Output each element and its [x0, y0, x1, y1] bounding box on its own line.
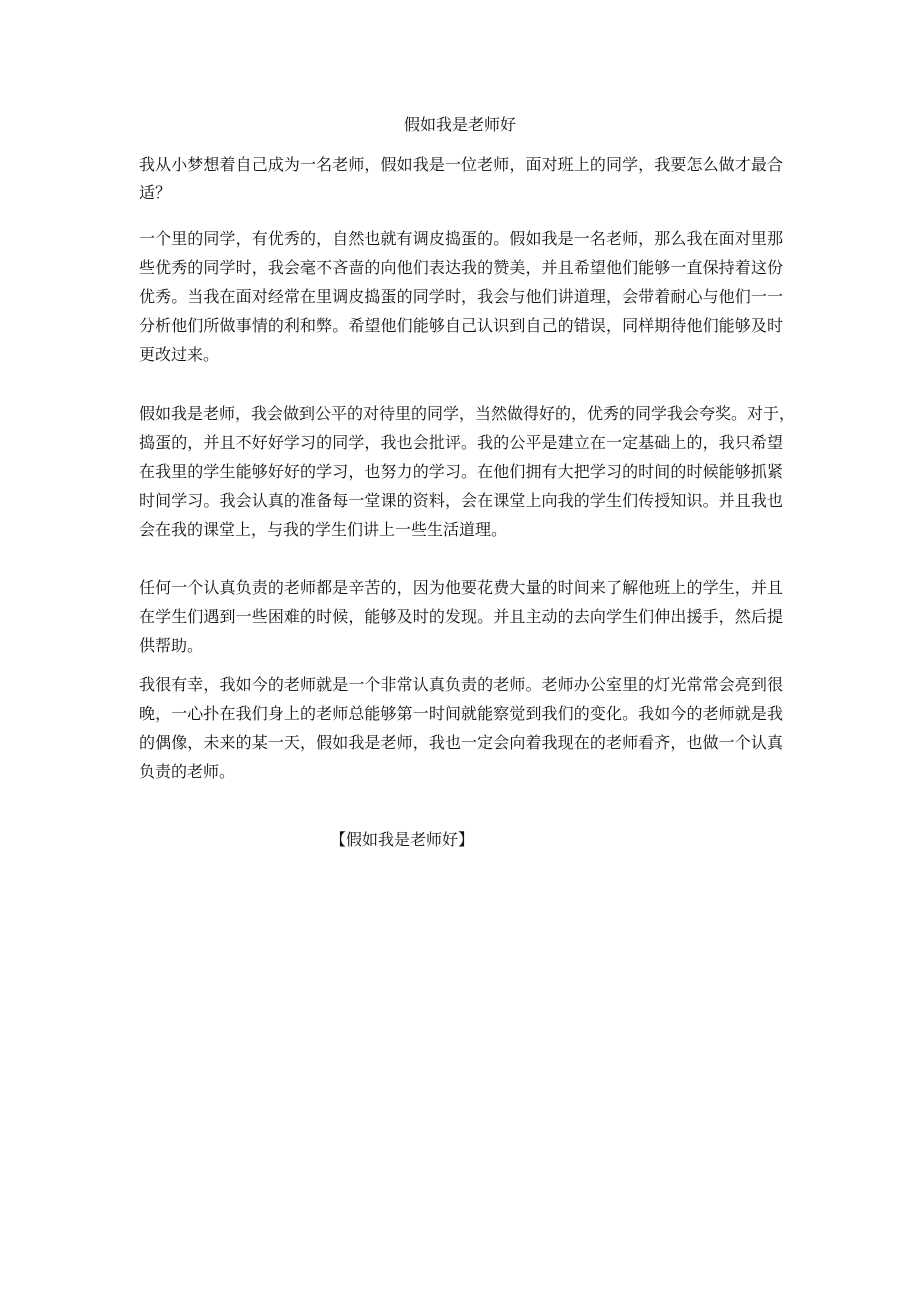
text-line: 适？ — [139, 183, 172, 202]
paragraph-5 — [139, 670, 783, 786]
text-line: 些优秀的同学时，我会毫不吝啬的向他们表达我的赞美，并且希望他们能够一直保持着这份 — [139, 258, 783, 277]
text-line: 负责的老师。 — [139, 762, 236, 781]
text-line: 会在我的课堂上，与我的学生们讲上一些生活道理。 — [139, 520, 508, 539]
paragraph-3 — [139, 399, 796, 544]
paragraph-2 — [139, 224, 783, 369]
text-line: 任何一个认真负责的老师都是辛苦的，因为他要花费大量的时间来了解他班上的学生，并且 — [139, 578, 783, 597]
paragraph-4 — [139, 573, 783, 660]
text-line: 供帮助。 — [139, 636, 204, 655]
text-line: 更改过来。 — [139, 345, 220, 364]
text-line: 我很有幸，我如今的老师就是一个非常认真负责的老师。老师办公室里的灯光常常会亮到很 — [139, 675, 783, 694]
text-line: 在我里的学生能够好好的学习，也努力的学习。在他们拥有大把学习的时间的时候能够抓紧 — [139, 462, 783, 481]
text-line: 捣蛋的，并且不好好学习的同学，我也会批评。我的公平是建立在一定基础上的，我只希望 — [139, 433, 783, 452]
paragraph-intro — [139, 151, 783, 207]
text-line: 晚，一心扑在我们身上的老师总能够第一时间就能察觉到我们的变化。我如今的老师就是我 — [139, 704, 783, 723]
text-line: 时间学习。我会认真的准备每一堂课的资料，会在课堂上向我的学生们传授知识。并且我也 — [139, 491, 783, 510]
text-line: 一个里的同学，有优秀的，自然也就有调皮捣蛋的。假如我是一名老师，那么我在面对里那 — [139, 229, 783, 248]
text-line: 优秀。当我在面对经常在里调皮捣蛋的同学时，我会与他们讲道理，会带着耐心与他们一一 — [139, 287, 783, 306]
text-line: 分析他们所做事情的利和弊。希望他们能够自己认识到自己的错误，同样期待他们能够及时 — [139, 316, 783, 335]
text-line: 我从小梦想着自己成为一名老师，假如我是一位老师，面对班上的同学，我要怎么做才最合 — [139, 155, 783, 174]
text-line: 在学生们遇到一些困难的时候，能够及时的发现。并且主动的去向学生们伸出援手，然后提 — [139, 607, 783, 626]
document-title: 假如我是老师好 — [403, 115, 516, 134]
text-line: 的偶像，未来的某一天，假如我是老师，我也一定会向着我现在的老师看齐，也做一个认真 — [139, 733, 783, 752]
text-line: 假如我是老师，我会做到公平的对待里的同学，当然做得好的，优秀的同学我会夸奖。对于， — [139, 404, 796, 423]
document-footer-title: 【假如我是老师好】 — [330, 830, 475, 849]
